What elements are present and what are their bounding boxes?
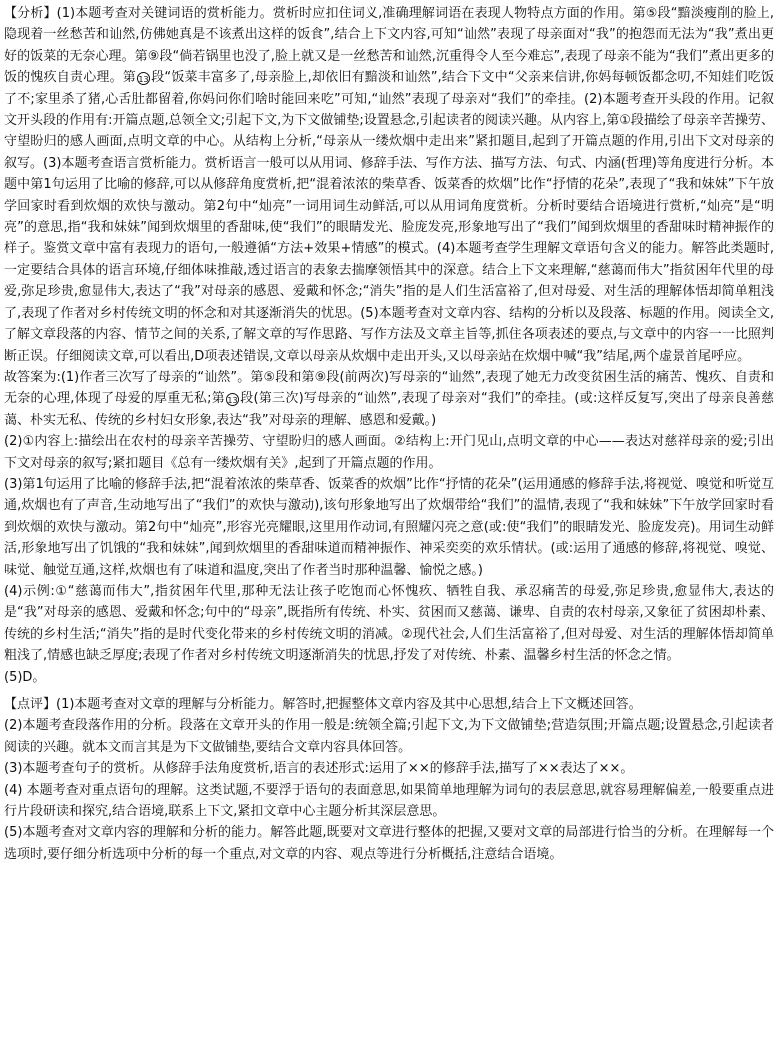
answer-1-text-part-2: 段(第三次)写母亲的“讪然”,表现了母亲对“我们”的牵挂。(或:这样反复写,突出了母亲良善慈蔼、朴实无私、传统的乡村妇女形象,表达“我”对母亲的理解、感恩和爱戴。) (4, 391, 774, 428)
comment-1: 【点评】(1)本题考查对文章的理解与分析能力。解答时,把握整体文章内容及其中心思想,结合上下文概述回答。 (4, 697, 642, 712)
answer-1 (4, 367, 774, 431)
circled-paragraph-number: 13 (226, 393, 239, 406)
answer-5: (5)D。 (4, 669, 46, 685)
answer-3: (3)第1句运用了比喻的修辞手法,把“混着浓浓的柴草香、饭菜香的炊烟”比作“抒情的花朵”(运用通感的修辞手法,将视觉、嗅觉和听觉互通,炊烟也有了声音,生动地写出了“我们”的欢快与激动),该句形象地写出了炊烟带给“我们”的温情,表现了“我和妹妹”下午放学回家时看到炊烟的欢快与激动。第2句中“灿亮”,形容光亮耀眼,这里用作动词,有照耀闪亮之意(或:使“我们”的眼睛发光、脸庞发亮)。用词生动鲜活,形象地写出了饥饿的“我和妹妹”,闻到炊烟里的香甜味道而精神振作、神采奕奕的欢乐情状。(或:运用了通感的修辞,将视觉、嗅觉、味觉、触觉互通,这样,炊烟也有了味道和温度,突出了作者当时那种温馨、愉悦之感。) (4, 476, 774, 578)
comment-3: (3)本题考查句子的赏析。从修辞手法角度赏析,语言的表述形式:运用了××的修辞手法,描写了××表达了××。 (4, 761, 634, 777)
analysis-text-part-2: 段“饭菜丰富多了,母亲脸上,却依旧有黯淡和讪然”,结合下文中“父亲来信讲,你妈每顿饭都念叨,不知娃们吃饭了不;家里杀了猪,心舌肚都留着,你妈问你们啥时能回来吃”可知,“讪然”表现了母亲对“我们”的牵挂。(2)本题考查开头段的作用。记叙文开头段的作用有:开篇点题,总领全文;引起下文,为下文做铺垫;设置悬念,引起读者的阅读兴趣。从内容上,第①段描绘了母亲辛苦操劳、守望盼归的感人画面,点明文章的中心。从结构上分析,“母亲从一缕炊烟中走出来”紧扣题目,起到了开篇点题的作用,引出下文对母亲的叙写。(3)本题考查语言赏析能力。赏析语言一般可以从用词、修辞手法、写作方法、描写方法、句式、内涵(哲理)等角度进行分析。本题中第1句运用了比喻的修辞,可以从修辞角度赏析,把“混着浓浓的柴草香、饭菜香的炊烟”比作“抒情的花朵”,表现了“我和妹妹”下午放学回家时看到炊烟的欢快与激动。第2句中“灿亮”一词用词生动鲜活,可以从用词角度赏析。分析时要结合语境进行赏析,“灿亮”是“明亮”的意思,指“我和妹妹”闻到炊烟里的香甜味,使“我们”的眼睛发光、脸庞发亮,形象地写出了“我们”闻到炊烟里的香甜味时精神振作的样子。鉴赏文章中富有表现力的语句,一般遵循“方法+效果+情感”的模式。(4)本题考查学生理解文章语句含义的能力。解答此类题时,一定要结合具体的语言环境,仔细体味推敲,透过语言的表象去揣摩领悟其中的深意。结合上下文来理解,“慈蔼而伟大”指贫困年代里的母爱,弥足珍贵,愈显伟大,表达了“我”对母亲的感恩、爱戴和怀念;“消失”指的是人们生活富裕了,但对母爱、对生活的理解体悟却简单粗浅了,表现了作者对乡村传统文明的怀念和对其逐渐消失的忧思。(5)本题考查对文章内容、结构的分析以及段落、标题的作用。阅读全文,了解文章段落的内容、情节之间的关系,了解文章的写作思路、写作方法及文章主旨等,抓住各项表述的要点,与文章中的内容一一比照判断正误。仔细阅读文章,可以看出,D项表述错误,文章以母亲从炊烟中走出开头,又以母亲站在炊烟中喊“我”结尾,两个虚景首尾呼应。 (4, 70, 774, 364)
comment-5: (5)本题考查对文章内容的理解和分析的能力。解答此题,既要对文章进行整体的把握,又要对文章的局部进行恰当的分析。在理解每一个选项时,要仔细分析选项中分析的每一个重点,对文章的内容、观点等进行分析概括,注意结合语境。 (4, 825, 774, 862)
answer-1-text-part-1: 故答案为:(1)作者三次写了母亲的“讪然”。第⑤段和第⑨段(前两次)写母亲的“讪然”,表现了她无力改变贫困生活的痛苦、愧疚、自责和无奈的心理,体现了母爱的厚重无私;第 (4, 369, 774, 407)
circled-paragraph-number: 13 (137, 72, 150, 85)
comment-4: (4) 本题考查对重点语句的理解。这类试题,不要浮于语句的表面意思,如果简单地理解为词句的表层意思,就容易理解偏差,一般要重点进行片段研读和探究,结合语境,联系上下文,紧扣文章中心主题分析其深层意思。 (4, 782, 774, 820)
answer-4: (4)示例:①“慈蔼而伟大”,指贫困年代里,那种无法让孩子吃饱而心怀愧疚、牺牲自我、承忍痛苦的母爱,弥足珍贵,愈显伟大,表达的是“我”对母亲的感恩、爱戴和怀念;句中的“母亲”,既指所有传统、朴实、贫困而又慈蔼、谦卑、自责的农村母亲,又象征了贫困却朴素、传统的乡村生活;“消失”指的是时代变化带来的乡村传统文明的消减。②现代社会,人们生活富裕了,但对母爱、对生活的理解体悟却简单粗浅了,情感也缺乏厚度;表现了作者对乡村传统文明逐渐消失的忧思,抒发了对传统、朴素、温馨乡村生活的怀念之情。 (4, 583, 774, 664)
comment-2: (2)本题考查段落作用的分析。段落在文章开头的作用一般是:统领全篇;引起下文,为下文做铺垫;营造氛围;开篇点题;设置悬念,引起读者阅读的兴趣。就本文而言其是为下文做铺垫,要结合文章内容具体回答。 (4, 718, 774, 755)
analysis-paragraph (4, 3, 774, 367)
answer-2: (2)①内容上:描绘出在农村的母亲辛苦操劳、守望盼归的感人画面。②结构上:开门见山,点明文章的中心——表达对慈祥母亲的爱;引出下文对母亲的叙写;紧扣题目《总有一缕炊烟有关》,起到了开篇点题的作用。 (4, 434, 774, 471)
analysis-text-part-1: 【分析】(1)本题考查对关键词语的赏析能力。赏析时应扣住词义,准确理解词语在表现人物特点方面的作用。第⑤段“黯淡瘦削的脸上,隐现着一丝愁苦和讪然,仿佛她真是不该煮出这样的饭食”,结合上下文内容,可知“讪然”表现了母亲面对“我”的抱怨而无法为“我”煮出更好的饭菜的无奈心理。第⑨段“倘若锅里也没了,脸上就又是一丝愁苦和讪然,沉重得令人至今难忘”,表现了母亲不能为“我们”煮出更多的饭的愧疚自责心理。第 (4, 6, 774, 86)
